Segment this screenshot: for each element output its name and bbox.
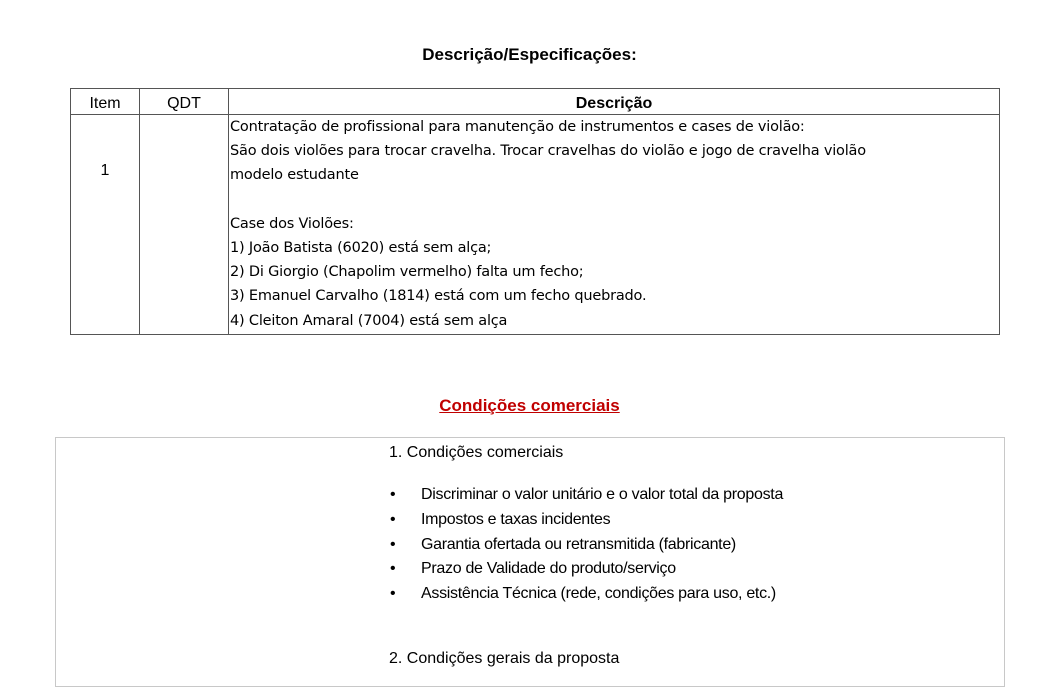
list-item — [386, 511, 783, 536]
section1-heading: 1. Condições comerciais — [389, 444, 564, 461]
bullet-icon: • — [390, 560, 396, 578]
bullet-icon: • — [390, 486, 396, 503]
spec-table — [70, 88, 1000, 335]
conditions-list — [386, 486, 783, 610]
list-item-text: Prazo de Validade do produto/serviço — [421, 560, 676, 578]
bullet-icon: • — [390, 585, 396, 603]
description-line: São dois violões para trocar cravelha. Trocar cravelhas do violão e jogo de cravelha violão — [230, 143, 866, 160]
description-line: Contratação de profissional para manutenção de instrumentos e cases de violão: — [230, 119, 805, 135]
list-item-text: Garantia ofertada ou retransmitida (fabricante) — [421, 535, 736, 553]
conditions-title: Condições comerciais — [439, 396, 620, 415]
description-line: modelo estudante — [230, 167, 359, 184]
table-header-row — [71, 89, 1000, 115]
bullet-icon: • — [390, 510, 396, 528]
cell-description — [229, 115, 1000, 335]
description-line: 2) Di Giorgio (Chapolim vermelho) falta um fecho; — [230, 264, 584, 281]
list-item-text: Impostos e taxas incidentes — [421, 510, 611, 528]
list-item — [386, 536, 783, 561]
section2-heading: 2. Condições gerais da proposta — [389, 650, 620, 667]
cropped-header-remnant — [250, 0, 810, 4]
description-blank-line — [230, 188, 999, 212]
description-line: 3) Emanuel Carvalho (1814) está com um fecho quebrado. — [230, 288, 647, 305]
header-item: Item — [71, 89, 140, 115]
bullet-icon: • — [390, 535, 396, 553]
list-item — [386, 486, 783, 511]
table-row — [71, 115, 1000, 335]
cell-qdt — [140, 115, 229, 335]
description-line: Case dos Violões: — [230, 215, 354, 232]
list-item-text: Discriminar o valor unitário e o valor total da proposta — [421, 486, 784, 503]
list-item — [386, 585, 783, 610]
description-line: 4) Cleiton Amaral (7004) está sem alça — [230, 312, 508, 329]
list-item — [386, 560, 783, 585]
spec-title: Descrição/Especificações: — [422, 45, 637, 64]
list-item-text: Assistência Técnica (rede, condições para uso, etc.) — [421, 585, 776, 603]
header-descricao: Descrição — [229, 89, 1000, 115]
description-line: 1) João Batista (6020) está sem alça; — [230, 240, 492, 256]
cell-item: 1 — [71, 115, 140, 335]
header-qdt: QDT — [140, 89, 229, 115]
